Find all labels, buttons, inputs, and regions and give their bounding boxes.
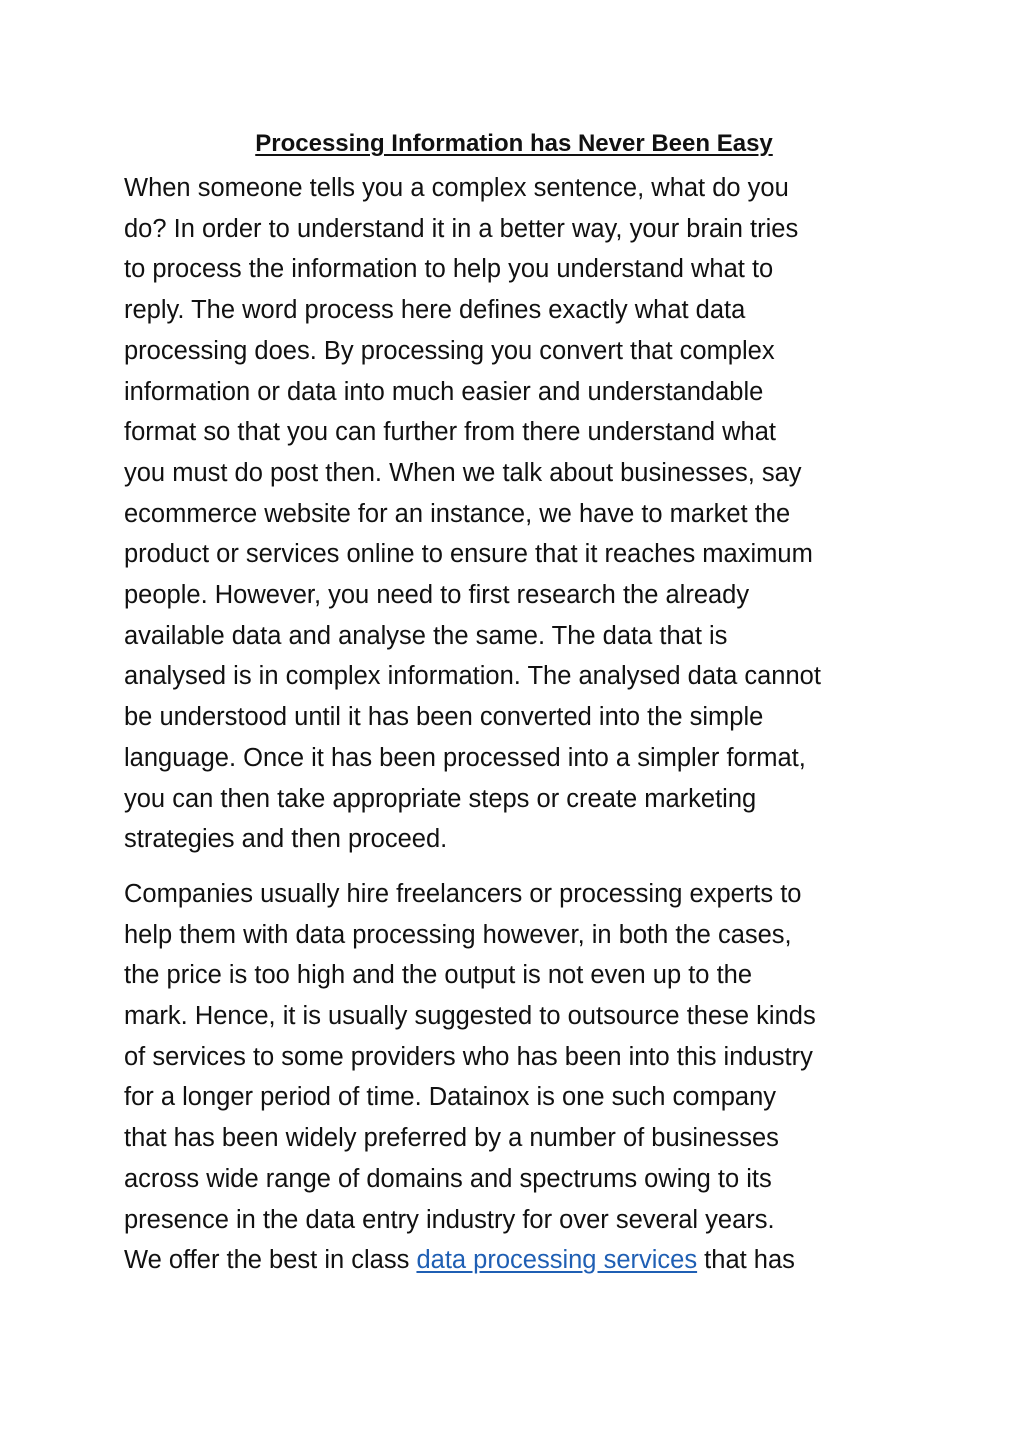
paragraph-line: When someone tells you a complex sentence, what do you: [124, 174, 789, 202]
paragraph-line: you must do post then. When we talk about businesses, say: [124, 458, 802, 487]
paragraph-line: reply. The word process here defines exactly what data: [124, 296, 746, 325]
paragraph-line: information or data into much easier and understandable: [124, 377, 764, 406]
paragraph-line: the price is too high and the output is not even up to the: [124, 961, 753, 990]
link-trail-text: that has: [697, 1246, 795, 1275]
paragraph-line: mark. Hence, it is usually suggested to outsource these kinds: [124, 1002, 816, 1031]
paragraph-2: [124, 874, 904, 1281]
paragraph-line: format so that you can further from there understand what: [124, 418, 777, 447]
paragraph-line: you can then take appropriate steps or create marketing: [124, 784, 757, 813]
paragraph-line: people. However, you need to first research the already: [124, 581, 750, 610]
paragraph-line: be understood until it has been converted into the simple: [124, 703, 764, 732]
paragraph-line: Companies usually hire freelancers or processing experts to: [124, 879, 802, 908]
paragraph-line: help them with data processing however, in both the cases,: [124, 920, 792, 949]
paragraph-line: to process the information to help you understand what to: [124, 255, 774, 284]
paragraph-1: [124, 168, 904, 860]
paragraph-line: do? In order to understand it in a better way, your brain tries: [124, 214, 799, 243]
document-body: [124, 126, 904, 1295]
paragraph-line: ecommerce website for an instance, we have to market the: [124, 499, 791, 528]
paragraph-line: processing does. By processing you convert that complex: [124, 336, 775, 365]
paragraph-line: available data and analyse the same. The data that is: [124, 621, 728, 650]
paragraph-line: across wide range of domains and spectrums owing to its: [124, 1164, 772, 1193]
paragraph-line-with-link: [124, 1240, 904, 1281]
paragraph-line: strategies and then proceed.: [124, 825, 448, 854]
paragraph-line: of services to some providers who has been into this industry: [124, 1042, 813, 1071]
paragraph-line: that has been widely preferred by a number of businesses: [124, 1124, 779, 1153]
paragraph-line: analysed is in complex information. The analysed data cannot: [124, 662, 821, 691]
paragraph-line: language. Once it has been processed into a simpler format,: [124, 743, 806, 772]
data-processing-services-link[interactable]: data processing services: [416, 1246, 698, 1275]
paragraph-line: product or services online to ensure that it reaches maximum: [124, 540, 813, 569]
paragraph-line: presence in the data entry industry for over several years.: [124, 1205, 775, 1234]
document-title: Processing Information has Never Been Easy: [255, 130, 773, 157]
link-lead-text: We offer the best in class: [124, 1246, 417, 1275]
paragraph-line: for a longer period of time. Datainox is one such company: [124, 1083, 777, 1112]
